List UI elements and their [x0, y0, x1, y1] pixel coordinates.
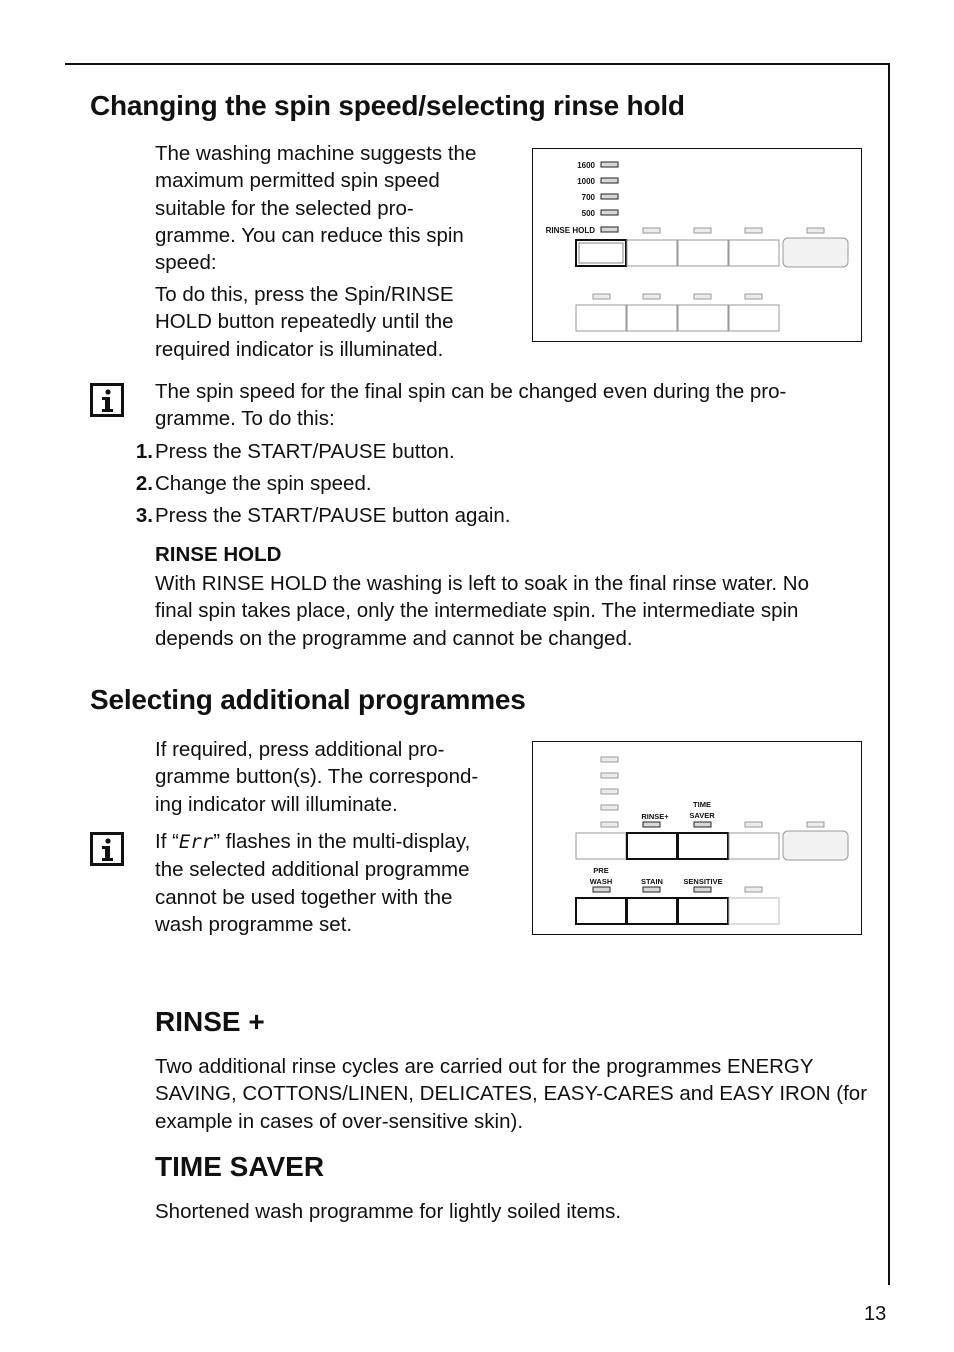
- indicator-led: [601, 805, 618, 810]
- indicator-led: [745, 294, 762, 299]
- saver-label: SAVER: [689, 811, 715, 820]
- indicator-led: [601, 789, 618, 794]
- text-fragment: If “: [155, 830, 179, 853]
- spin-instruction-paragraph: [155, 281, 454, 363]
- spin-rinse-hold-button[interactable]: [576, 240, 626, 266]
- rinse-hold-subheading: RINSE HOLD: [155, 543, 282, 566]
- err-first-line: [155, 828, 470, 856]
- time-saver-button[interactable]: [678, 833, 728, 859]
- step-number: 1.: [135, 440, 153, 463]
- indicator-led: [745, 228, 762, 233]
- indicator-led: [807, 822, 824, 827]
- panel-button[interactable]: [678, 305, 728, 331]
- text-line: example in cases of over-sensitive skin).: [155, 1109, 524, 1133]
- indicator-led-rinse-plus: [643, 822, 660, 827]
- text-line: wash programme set.: [155, 912, 353, 936]
- spin-info-paragraph: [155, 378, 786, 433]
- rinse-plus-heading: RINSE +: [155, 1006, 265, 1037]
- speed-label-1600: 1600: [577, 161, 595, 170]
- indicator-led: [601, 757, 618, 762]
- stain-button[interactable]: [627, 898, 677, 924]
- text-line: SAVING, COTTONS/LINEN, DELICATES, EASY-CARES and EASY IRON (for: [155, 1082, 868, 1106]
- panel-button[interactable]: [576, 305, 626, 331]
- additional-intro-paragraph: [155, 736, 478, 818]
- text-line: final spin takes place, only the intermediate spin. The intermediate spin: [155, 599, 799, 623]
- pre-label: PRE: [593, 866, 609, 875]
- prewash-button[interactable]: [576, 898, 626, 924]
- panel-button[interactable]: [729, 240, 779, 266]
- sensitive-button[interactable]: [678, 898, 728, 924]
- text-line: suitable for the selected pro-: [155, 196, 414, 220]
- time-saver-heading: TIME SAVER: [155, 1151, 325, 1182]
- text-line: With RINSE HOLD the washing is left to soak in the final rinse water. No: [155, 572, 809, 595]
- indicator-led: [694, 294, 711, 299]
- indicator-led-stain: [643, 887, 660, 892]
- indicator-led-rinse-hold: [601, 227, 618, 232]
- time-label: TIME: [693, 800, 711, 809]
- stain-label: STAIN: [641, 877, 663, 886]
- panel-button[interactable]: [627, 240, 677, 266]
- step-text: Change the spin speed.: [155, 472, 372, 495]
- rinse-hold-label: RINSE HOLD: [545, 226, 595, 235]
- text-line: the selected additional programme: [155, 858, 470, 882]
- rinse-plus-paragraph: [155, 1053, 867, 1135]
- text-line: The spin speed for the final spin can be changed even during the pro-: [155, 380, 787, 403]
- text-line: gramme. You can reduce this spin: [155, 223, 464, 247]
- text-line: Two additional rinse cycles are carried out for the programmes ENERGY: [155, 1055, 814, 1078]
- page-number: 13: [864, 1303, 887, 1325]
- indicator-led: [694, 228, 711, 233]
- text-line: To do this, press the Spin/RINSE: [155, 283, 454, 306]
- panel-button[interactable]: [729, 898, 779, 924]
- top-rule: [65, 63, 890, 65]
- rinse-plus-label: RINSE+: [641, 812, 669, 821]
- err-code: Err: [178, 831, 214, 853]
- indicator-led: [807, 228, 824, 233]
- step-text: Press the START/PAUSE button again.: [155, 504, 511, 527]
- text-fragment: ” flashes in the multi-display,: [213, 830, 471, 853]
- indicator-led-500: [601, 210, 618, 215]
- indicator-led-700: [601, 194, 618, 199]
- text-line: If required, press additional pro-: [155, 738, 445, 761]
- indicator-led: [601, 822, 618, 827]
- text-line: HOLD button repeatedly until the: [155, 310, 454, 334]
- rinse-hold-paragraph: [155, 570, 809, 652]
- indicator-led: [643, 228, 660, 233]
- section-heading-spin-speed: Changing the spin speed/selecting rinse hold: [90, 90, 685, 121]
- text-line: speed:: [155, 251, 217, 275]
- indicator-led: [593, 294, 610, 299]
- indicator-led: [601, 773, 618, 778]
- indicator-led-sensitive: [694, 887, 711, 892]
- sensitive-label: SENSITIVE: [683, 877, 723, 886]
- indicator-led-1000: [601, 178, 618, 183]
- indicator-led: [745, 887, 762, 892]
- control-panel-spin-diagram: [532, 148, 862, 342]
- indicator-led: [643, 294, 660, 299]
- right-margin-rule: [888, 63, 890, 1285]
- step-text: Press the START/PAUSE button.: [155, 440, 455, 463]
- step-number: 2.: [135, 472, 153, 495]
- indicator-led-prewash: [593, 887, 610, 892]
- info-icon: [90, 832, 124, 866]
- speed-label-1000: 1000: [577, 177, 595, 186]
- text-line: required indicator is illuminated.: [155, 337, 444, 361]
- wash-label: WASH: [589, 877, 613, 886]
- text-line: gramme button(s). The correspond-: [155, 765, 479, 789]
- err-warning-paragraph: [155, 828, 470, 938]
- text-line: maximum permitted spin speed: [155, 169, 440, 193]
- panel-button[interactable]: [576, 833, 626, 859]
- text-line: depends on the programme and cannot be changed.: [155, 626, 633, 650]
- rinse-plus-button[interactable]: [627, 833, 677, 859]
- step-number: 3.: [135, 504, 153, 527]
- start-pause-button[interactable]: [783, 831, 848, 860]
- indicator-led: [745, 822, 762, 827]
- panel-button[interactable]: [627, 305, 677, 331]
- info-icon: [90, 383, 124, 417]
- start-pause-button[interactable]: [783, 238, 848, 267]
- indicator-led-time-saver: [694, 822, 711, 827]
- control-panel-additional-diagram: [532, 741, 862, 935]
- time-saver-paragraph: Shortened wash programme for lightly soiled items.: [155, 1200, 622, 1223]
- panel-button[interactable]: [729, 833, 779, 859]
- section-heading-additional-programmes: Selecting additional programmes: [90, 684, 526, 715]
- panel-button[interactable]: [729, 305, 779, 331]
- spin-intro-paragraph: [155, 140, 476, 276]
- text-line: ing indicator will illuminate.: [155, 792, 398, 816]
- text-line: The washing machine suggests the: [155, 142, 477, 165]
- panel-button[interactable]: [678, 240, 728, 266]
- indicator-led-1600: [601, 162, 618, 167]
- text-line: cannot be used together with the: [155, 885, 453, 909]
- speed-label-700: 700: [581, 193, 595, 202]
- speed-label-500: 500: [581, 209, 595, 218]
- text-line: gramme. To do this:: [155, 407, 335, 431]
